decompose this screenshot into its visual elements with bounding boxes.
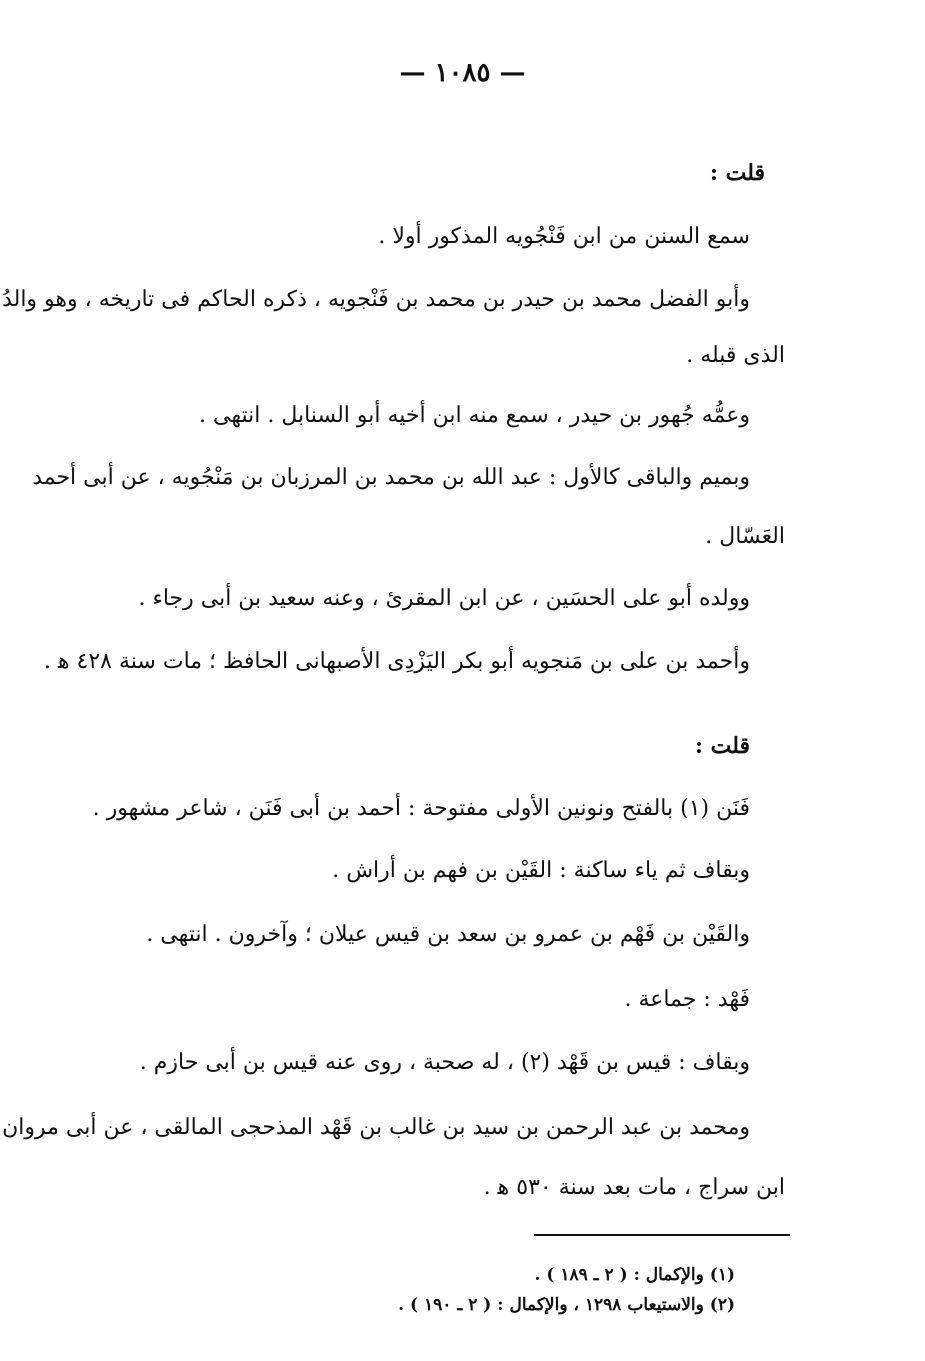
text-line: سمع السنن من ابن فَنْجُويه المذكور أولا . [378, 224, 750, 249]
text-line: والقَيْن بن فَهْم بن عمرو بن سعد بن قيس عيلان ؛ وآخرون . انتهى . [146, 922, 750, 947]
text-line: ابن سراج ، مات بعد سنة ٥٣٠ ﻫ . [483, 1175, 785, 1200]
footnote-2: (٢) والاستيعاب ١٢٩٨ ، والإكمال : ( ٢ ـ ١٩٠ ) . [398, 1295, 735, 1315]
text-line: فَنَن (١) بالفتح ونونين الأولى مفتوحة : أحمد بن أبى فَنَن ، شاعر مشهور . [92, 796, 750, 821]
text-line: ومحمد بن عبد الرحمن بن سيد بن غالب بن قَهْد المذحجى المالقى ، عن أبى مروان [2, 1115, 750, 1140]
page-number: — ١٠٨٥ — [399, 58, 526, 88]
text-line: وولده أبو على الحسَين ، عن ابن المقرئ ، وعنه سعيد بن أبى رجاء . [138, 586, 750, 611]
heading-qult-1: قلت : [709, 160, 765, 186]
footnote-divider [534, 1234, 790, 1236]
text-line: وبميم والباقى كالأول : عبد الله بن محمد بن المرزبان بن مَنْجُويه ، عن أبى أحمد [32, 465, 750, 490]
text-line: وأحمد بن على بن مَنجويه أبو بكر اليَزْدِى الأصبهانى الحافظ ؛ مات سنة ٤٢٨ ﻫ . [43, 649, 750, 674]
text-line: العَسّال . [705, 524, 785, 549]
text-line: وعمُّه جُهور بن حيدر ، سمع منه ابن أخيه أبو السنابل . انتهى . [199, 403, 750, 428]
text-line: فَهْد : جماعة . [624, 987, 750, 1012]
text-line: وأبو الفضل محمد بن حيدر بن محمد بن فَنْجويه ، ذكره الحاكم فى تاريخه ، وهو والدُ [2, 287, 750, 312]
text-line: وبقاف ثم ياء ساكنة : القَيْن بن فهم بن أراش . [332, 858, 750, 883]
heading-qult-2: قلت : [694, 733, 750, 759]
text-line: الذى قبله . [686, 343, 785, 368]
footnote-1: (١) والإكمال : ( ٢ ـ ١٨٩ ) . [534, 1265, 735, 1285]
text-line: وبقاف : قيس بن قَهْد (٢) ، له صحبة ، روى عنه قيس بن أبى حازم . [139, 1050, 750, 1075]
